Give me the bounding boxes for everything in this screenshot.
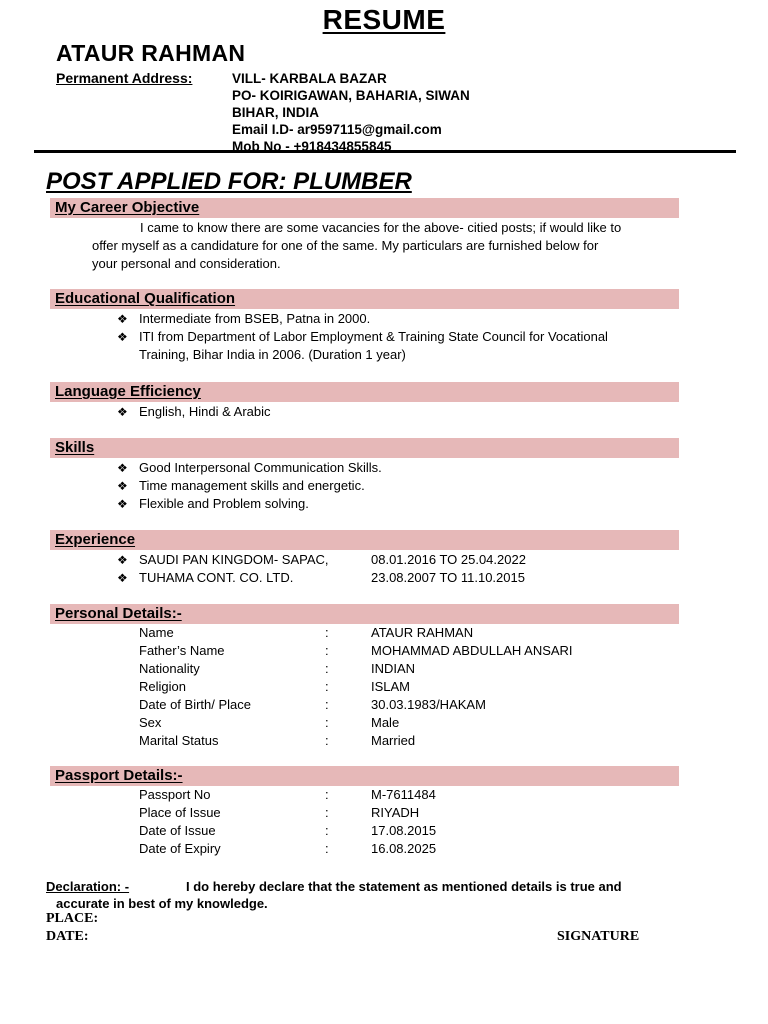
bullet-icon: ❖ [117,571,128,585]
header-divider [34,150,736,153]
address-block [232,70,470,155]
bullet-icon: ❖ [117,479,128,493]
bullet-icon: ❖ [117,312,128,326]
section-heading: Passport Details:- [55,767,183,784]
bullet-icon: ❖ [117,330,128,344]
bullet-icon: ❖ [117,553,128,567]
bullet-icon: ❖ [117,461,128,475]
bullet-icon: ❖ [117,497,128,511]
place-label: PLACE: [46,911,99,926]
period: 23.08.2007 TO 11.10.2015 [371,570,525,585]
mobile-line: Mob No - +918434855845 [232,139,392,154]
section-heading: Skills [55,439,95,456]
detail-row: Place of Issue : RIYADH [139,805,420,820]
declaration-label: Declaration: - [46,879,130,894]
career-line: your personal and consideration. [92,256,281,271]
post-applied-heading: POST APPLIED FOR: PLUMBER [46,168,412,195]
detail-row: Sex : Male [139,715,400,730]
career-line: offer myself as a candidature for one of the same. My particulars are furnished below for [92,238,599,253]
detail-row: Nationality : INDIAN [139,661,416,676]
detail-row: Passport No : M-7611484 [139,787,436,802]
detail-row: Name : ATAUR RAHMAN [139,625,474,640]
company: TUHAMA CONT. CO. LTD. [139,570,294,585]
detail-row: Marital Status : Married [139,733,416,748]
section-heading: Educational Qualification [55,290,236,307]
detail-row: Date of Expiry : 16.08.2025 [139,841,437,856]
section-heading: Personal Details:- [55,605,182,622]
address-line: PO- KOIRIGAWAN, BAHARIA, SIWAN [232,88,470,103]
list-item-continuation: Training, Bihar India in 2006. (Duration 1 year) [139,347,406,362]
career-line: I came to know there are some vacancies for the above- citied posts; if would like to [140,220,622,235]
section-bar-experience [50,530,679,550]
section-bar-career [50,198,679,218]
date-label: DATE: [46,929,89,944]
bullet-icon: ❖ [117,405,128,419]
section-bar-personal [50,604,679,624]
declaration-text: accurate in best of my knowledge. [56,896,268,911]
email-line: Email I.D- ar9597115@gmail.com [232,122,442,137]
detail-row: Date of Issue : 17.08.2015 [139,823,437,838]
section-heading: My Career Objective [55,199,200,216]
address-line: VILL- KARBALA BAZAR [232,71,387,86]
section-heading: Experience [55,531,136,548]
address-line: BIHAR, INDIA [232,105,319,120]
declaration-text: I do hereby declare that the statement as mentioned details is true and [186,879,622,894]
section-bar-skills [50,438,679,458]
section-bar-language [50,382,679,402]
section-bar-education [50,289,679,309]
resume-title: RESUME [322,4,446,35]
detail-row: Father’s Name : MOHAMMAD ABDULLAH ANSARI [139,643,573,658]
signature-label: SIGNATURE [557,929,640,944]
detail-row: Date of Birth/ Place : 30.03.1983/HAKAM [139,697,486,712]
address-label: Permanent Address: [56,70,193,86]
company: SAUDI PAN KINGDOM- SAPAC, [139,552,329,567]
period: 08.01.2016 TO 25.04.2022 [371,552,526,567]
detail-row: Religion : ISLAM [139,679,411,694]
section-bar-passport [50,766,679,786]
section-heading: Language Efficiency [55,383,201,400]
applicant-name: ATAUR RAHMAN [56,40,246,66]
